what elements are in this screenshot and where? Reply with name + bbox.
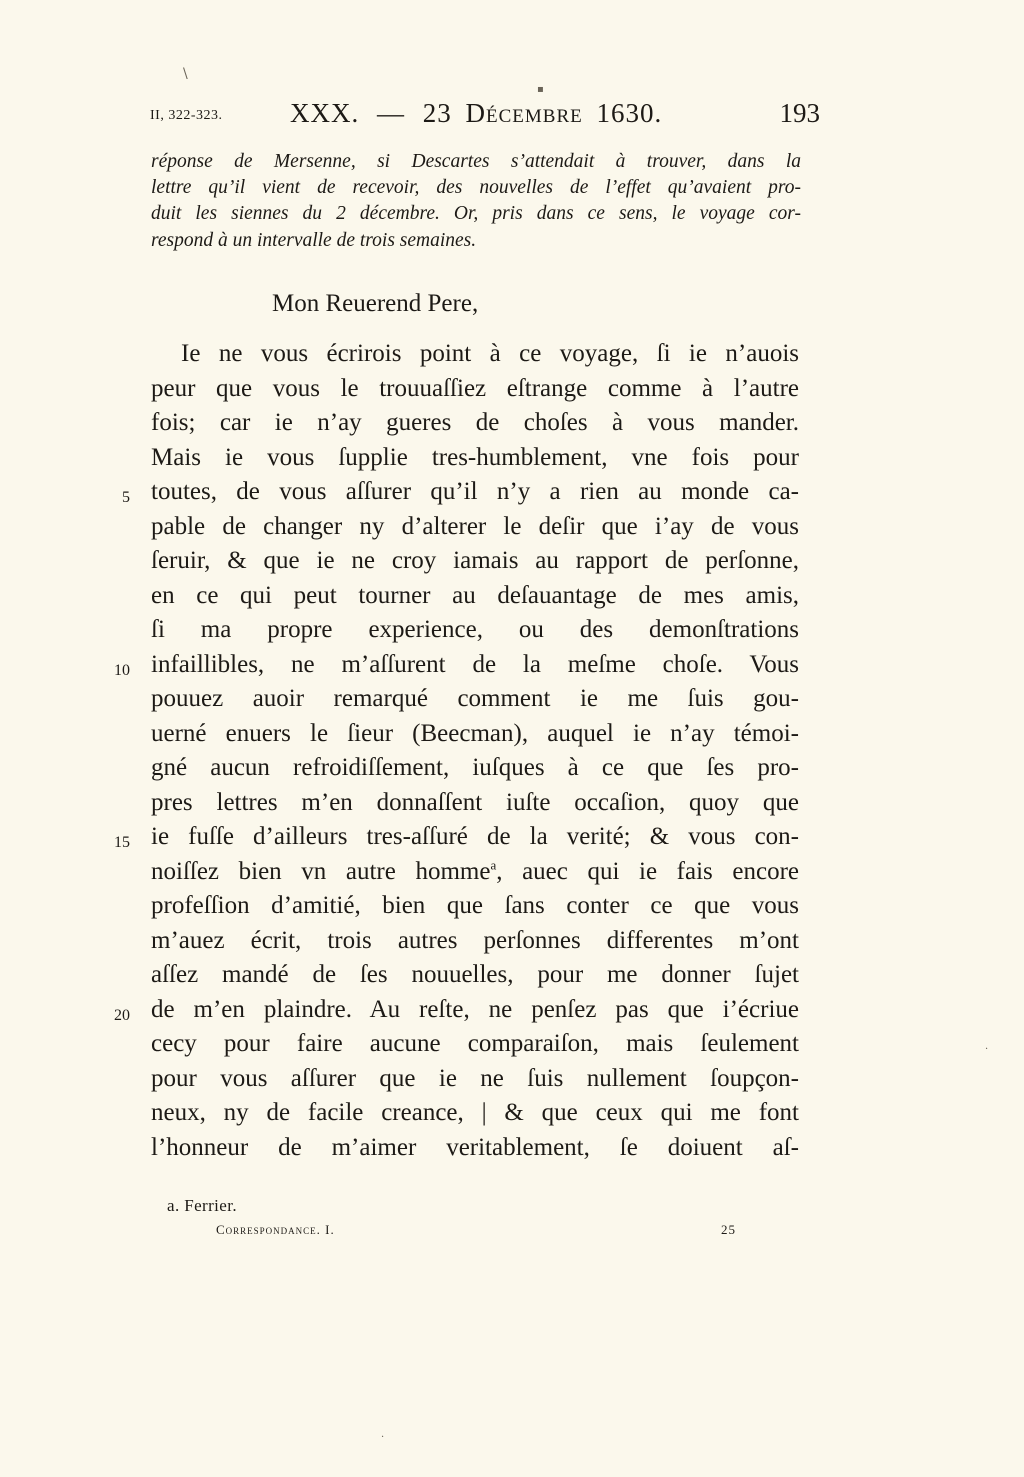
body-line: uerné enuers le ſieur (Beecman), auquel ie n’ay témoi- — [151, 719, 799, 747]
body-line: fois; car ie n’ay gueres de choſes à vous mander. — [151, 409, 799, 436]
stray-mark-dot: ▪ — [537, 84, 544, 95]
line-number: 5 — [122, 489, 130, 506]
letter-year: 1630. — [596, 98, 663, 128]
letter-number: XXX. — [290, 98, 360, 128]
footnote-reference: a — [490, 857, 497, 873]
body-line: profeſſion d’amitié, bien que ſans conter ce que vous — [151, 892, 799, 919]
body-line: aſſez mandé de ſes nouuelles, pour me donner ſujet — [151, 961, 799, 988]
note-line: respond à un intervalle de trois semaines. — [151, 229, 477, 251]
note-line: réponse de Mersenne, si Descartes s’attendait à trouver, dans la — [151, 151, 801, 172]
body-line: Ie ne vous écrirois point à ce voyage, ſi ie n’auois — [181, 340, 799, 367]
letter-body — [151, 337, 799, 1165]
body-line-tail: , auec qui ie fais encore — [496, 857, 799, 885]
body-line: Mais ie vous ſupplie tres-humblement, vne fois pour — [151, 443, 799, 471]
body-line: cecy pour faire aucune comparaiſon, mais ſeulement — [151, 1030, 799, 1057]
sheet-signature: 25 — [721, 1222, 736, 1237]
body-line: ie fuſſe d’ailleurs tres-aſſuré de la verité; & vous con- — [151, 823, 799, 850]
letter-month: Décembre — [465, 98, 583, 128]
body-line: pouuez auoir remarqué comment ie me ſuis gou- — [151, 685, 799, 712]
body-line: ſi ma propre experience, ou des demonſtrations — [151, 616, 799, 643]
heading-dash: — — [377, 98, 405, 128]
body-line: neux, ny de facile creance, | & que ceux qui me font — [151, 1099, 799, 1126]
body-line-head: noiſſez bien vn autre homme — [151, 857, 491, 885]
line-number: 20 — [114, 1007, 130, 1024]
body-line: en ce qui peut tourner au deſauantage de mes amis, — [151, 581, 799, 609]
running-head — [150, 98, 820, 138]
editorial-note — [151, 149, 801, 254]
body-line: peur que vous le trouuaſſiez eſtrange comme à l’autre — [151, 374, 799, 402]
body-line: de m’en plaindre. Au reſte, ne penſez pas que i’écriue — [151, 995, 799, 1023]
stray-mark-bottom: · — [381, 1432, 385, 1443]
note-line: duit les siennes du 2 décembre. Or, pris dans ce sens, le voyage cor- — [151, 203, 801, 225]
body-line: toutes, de vous aſſurer qu’il n’y a rien au monde ca- — [151, 478, 799, 505]
body-line: pour vous aſſurer que ie ne ſuis nullement ſoupçon- — [151, 1064, 799, 1092]
note-line: lettre qu’il vient de recevoir, des nouvelles de l’effet qu’avaient pro- — [151, 177, 801, 199]
letter-heading — [290, 98, 662, 129]
body-line: ſeruir, & que ie ne croy iamais au rapport de perſonne, — [151, 547, 799, 574]
body-line: m’auez écrit, trois autres perſonnes differentes m’ont — [151, 926, 799, 954]
line-number: 15 — [114, 834, 130, 851]
body-line-with-footnote — [151, 855, 799, 890]
body-line: pres lettres m’en donnaſſent iuſte occaſion, quoy que — [151, 788, 799, 816]
volume-page-reference: II, 322-323. — [150, 108, 223, 123]
line-number: 10 — [114, 662, 130, 679]
body-line: infaillibles, ne m’aſſurent de la meſme choſe. Vous — [151, 650, 799, 678]
letter-day: 23 — [422, 98, 452, 128]
footnote: a. Ferrier. — [167, 1196, 238, 1215]
volume-title: Correspondance. I. — [216, 1222, 335, 1237]
body-line: l’honneur de m’aimer veritablement, ſe doiuent aſ- — [151, 1133, 799, 1161]
stray-mark-right: · — [985, 1044, 989, 1055]
body-line: pable de changer ny d’alterer le deſir que i’ay de vous — [151, 512, 799, 540]
body-line: gné aucun refroidiſſement, iuſques à ce que ſes pro- — [151, 754, 799, 781]
page-number: 193 — [779, 98, 820, 128]
stray-mark-top: \ — [183, 66, 188, 82]
salutation: Mon Reuerend Pere, — [272, 290, 479, 317]
